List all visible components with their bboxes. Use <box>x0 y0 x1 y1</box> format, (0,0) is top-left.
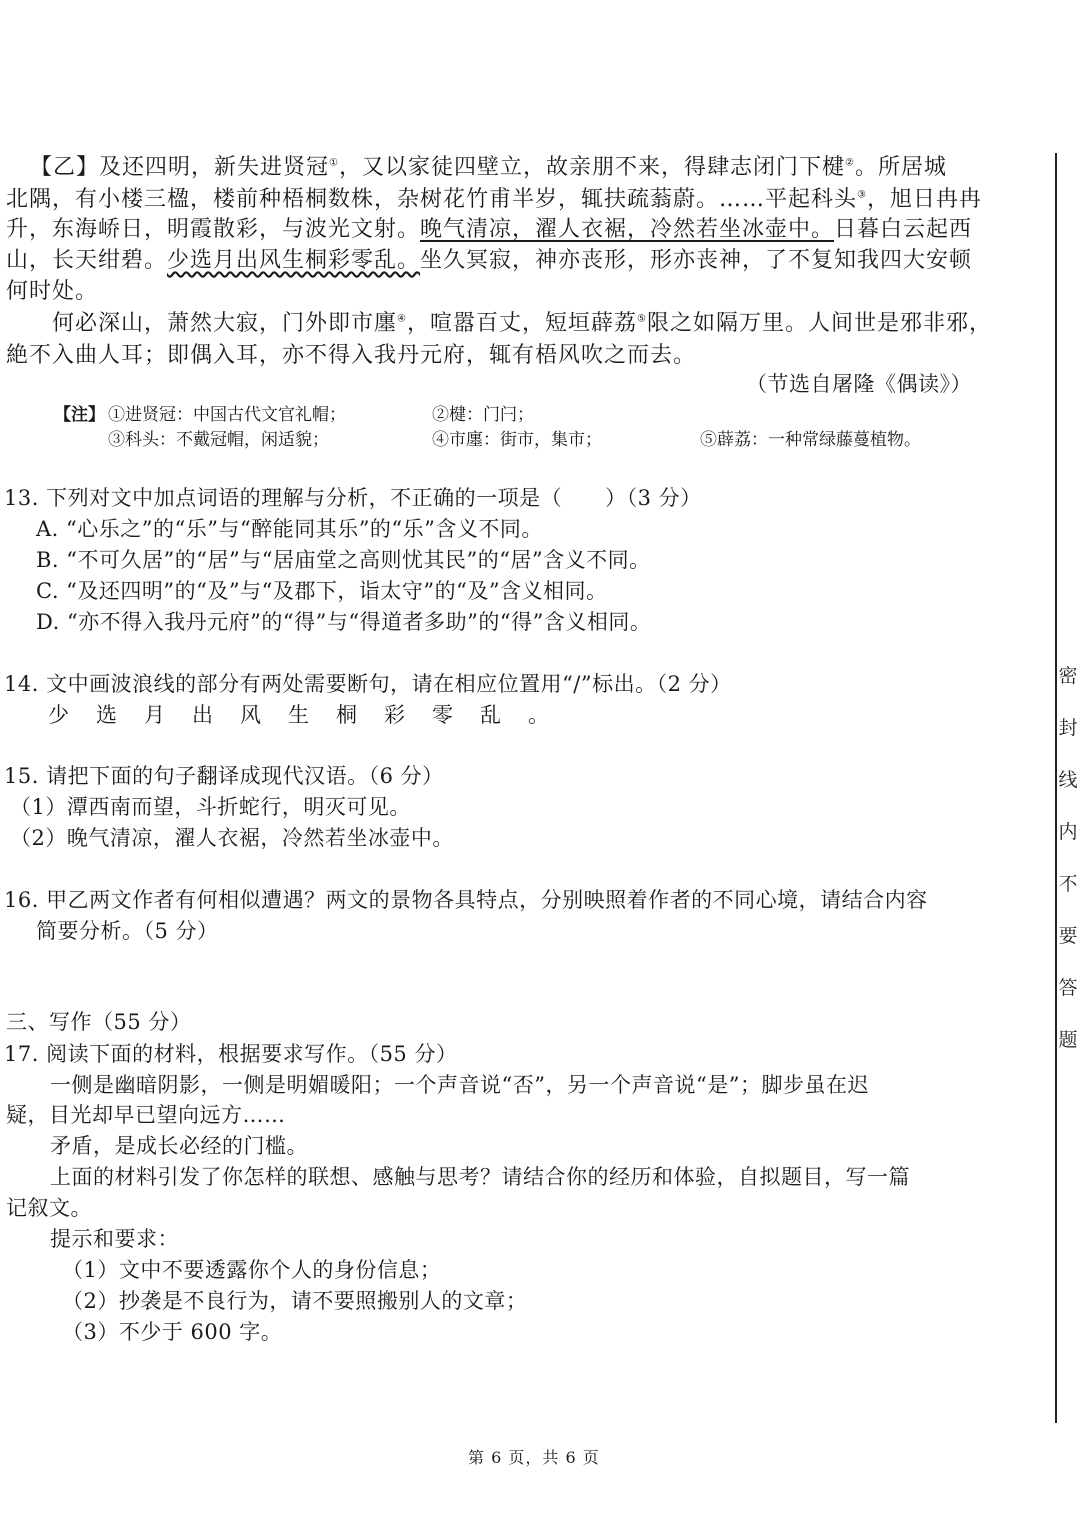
passage-line-7: 絶不入曲人耳；即偶入耳，亦不得入我丹元府，辄有梧风吹之而去。 <box>6 343 697 368</box>
passage-line-1 <box>30 150 947 181</box>
passage-line-3 <box>6 212 972 243</box>
section-heading: 三、写作（55 分） <box>6 1010 192 1034</box>
requirement-3: （3）不少于 600 字。 <box>62 1320 283 1344</box>
source-citation: （节选自屠隆《偶读》） <box>746 372 972 396</box>
q13-option-a: A. “心乐之”的“乐”与“醉能同其乐”的“乐”含义不同。 <box>36 517 543 541</box>
note-mark: ② <box>845 157 855 169</box>
note-5: ⑤薜荔：一种常绿藤蔓植物。 <box>700 430 921 450</box>
q16-stem-cont: 简要分析。（5 分） <box>36 919 219 943</box>
q13-stem: 13. 下列对文中加点词语的理解与分析，不正确的一项是（ ）（3 分） <box>4 486 702 510</box>
seal-char: 密 <box>1058 665 1078 687</box>
text: 升，东海峤日，明霞散彩，与波光文射。 <box>6 217 421 242</box>
material-line-2: 疑，目光却早已望向远方…… <box>6 1103 286 1127</box>
text: 山，长天绀碧。 <box>6 248 168 273</box>
underlined-sentence: 晚气清凉，濯人衣裾，冷然若坐冰壶中。 <box>420 217 835 242</box>
q13-option-b: B. “不可久居”的“居”与“居庙堂之高则忧其民”的“居”含义不同。 <box>36 548 651 572</box>
seal-char: 答 <box>1058 977 1078 999</box>
seal-char: 线 <box>1058 769 1078 791</box>
text: 北隅，有小楼三楹，楼前种梧桐数株，杂树花竹甫半岁，辄扶疏蓊蔚。……平起科头 <box>6 187 858 212</box>
requirement-2: （2）抄袭是不良行为，请不要照搬别人的文章； <box>62 1289 528 1313</box>
note-2: ②楗：门闩； <box>432 405 534 425</box>
page-footer: 第 6 页，共 6 页 <box>468 1448 600 1467</box>
note-4: ④市廛：街市，集市； <box>432 430 602 450</box>
text: ，喧嚣百丈，短垣薜荔 <box>406 311 637 336</box>
text: 坐久冥寂，神亦丧形，形亦丧神，了不复知我四大安顿 <box>420 248 973 273</box>
q14-sentence: 少选月出风生桐彩零乱。 <box>48 703 576 727</box>
requirement-1: （1）文中不要透露你个人的身份信息； <box>62 1258 442 1282</box>
text: 。所居城 <box>854 155 947 180</box>
note-mark: ③ <box>857 189 867 201</box>
seal-char: 要 <box>1058 925 1078 947</box>
text: 何必深山，萧然大寂，门外即市廛 <box>52 311 398 336</box>
seal-char: 封 <box>1058 717 1078 739</box>
passage-line-4 <box>6 243 972 274</box>
q17-stem: 17. 阅读下面的材料，根据要求写作。（55 分） <box>4 1042 458 1066</box>
q13-option-d: D. “亦不得入我丹元府”的“得”与“得道者多助”的“得”含义相同。 <box>36 610 652 634</box>
tips-label: 提示和要求： <box>50 1227 179 1251</box>
q14-stem: 14. 文中画波浪线的部分有两处需要断句，请在相应位置用“/”标出。（2 分） <box>4 672 732 696</box>
material-line-3: 矛盾，是成长必经的门槛。 <box>50 1134 308 1158</box>
passage-line-6 <box>52 306 992 337</box>
note-mark: ⑤ <box>637 313 647 325</box>
text: 限之如隔万里。人间世是邪非邪， <box>646 311 992 336</box>
seal-char: 不 <box>1058 873 1078 895</box>
material-line-1: 一侧是幽暗阴影，一侧是明媚暖阳；一个声音说“否”，另一个声音说“是”；脚步虽在迟 <box>50 1073 869 1097</box>
passage-line-2 <box>6 182 982 213</box>
q15-sentence-1: （1）潭西南而望，斗折蛇行，明灭可见。 <box>10 795 411 819</box>
note-1: ①进贤冠：中国古代文官礼帽； <box>108 405 346 425</box>
q16-stem: 16. 甲乙两文作者有何相似遭遇？两文的景物各具特点，分别映照着作者的不同心境，请结合内容 <box>4 888 928 912</box>
wavy-sentence: 少选月出风生桐彩零乱。 <box>167 248 421 273</box>
notes-label: 【注】 <box>54 405 105 425</box>
prompt-line-2: 记叙文。 <box>6 1196 92 1220</box>
text: ，旭日冉冉 <box>866 187 982 212</box>
note-mark: ④ <box>397 313 407 325</box>
q15-sentence-2: （2）晚气清凉，濯人衣裾，冷然若坐冰壶中。 <box>10 826 454 850</box>
text: 【乙】及还四明，新失进贤冠 <box>30 155 330 180</box>
note-mark: ① <box>329 157 339 169</box>
seal-char: 内 <box>1058 821 1078 843</box>
seal-char: 题 <box>1058 1029 1078 1051</box>
q13-option-c: C. “及还四明”的“及”与“及郡下，诣太守”的“及”含义相同。 <box>36 579 608 603</box>
prompt-line-1: 上面的材料引发了你怎样的联想、感触与思考？请结合你的经历和体验，自拟题目，写一篇 <box>50 1165 910 1189</box>
text: ，又以家徒四壁立，故亲朋不来，得肆志闭门下楗 <box>338 155 845 180</box>
note-3: ③科头：不戴冠帽，闲适貌； <box>108 430 329 450</box>
q15-stem: 15. 请把下面的句子翻译成现代汉语。（6 分） <box>4 764 444 788</box>
text: 日暮白云起西 <box>834 217 973 242</box>
passage-line-5: 何时处。 <box>6 279 99 304</box>
seal-text <box>1057 650 1079 1066</box>
